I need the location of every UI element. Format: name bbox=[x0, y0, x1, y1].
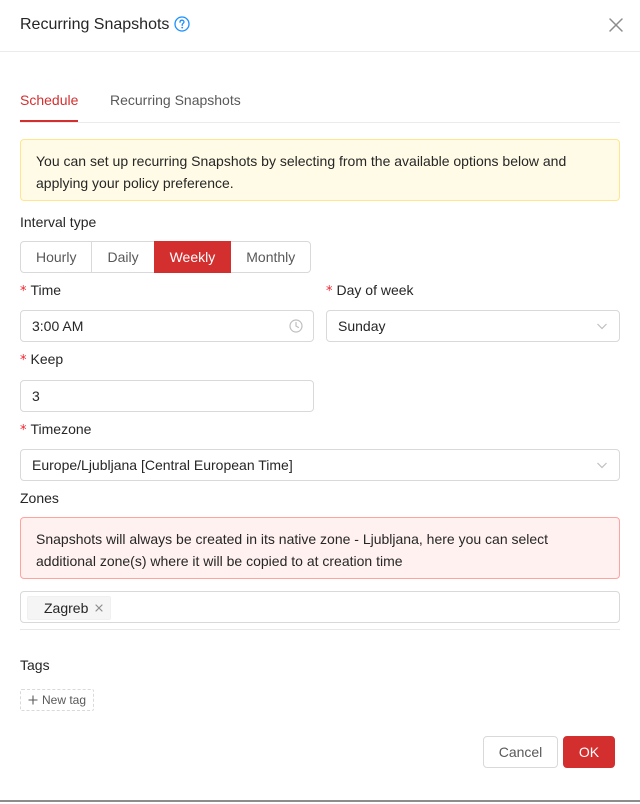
day-of-week-label-text: Day of week bbox=[336, 282, 414, 298]
keep-label bbox=[20, 351, 63, 369]
time-picker[interactable] bbox=[20, 310, 314, 342]
tab-schedule[interactable]: Schedule bbox=[20, 92, 79, 108]
time-label-text: Time bbox=[30, 282, 62, 298]
keep-input[interactable] bbox=[20, 380, 314, 412]
info-alert: You can set up recurring Snapshots by selecting from the available options below and applying your policy preference. bbox=[20, 139, 620, 201]
new-tag-label: New tag bbox=[42, 693, 87, 707]
clock-icon bbox=[289, 319, 303, 333]
interval-type-selector bbox=[20, 241, 311, 273]
cancel-button[interactable]: Cancel bbox=[483, 736, 558, 768]
timezone-select[interactable] bbox=[20, 449, 620, 481]
ok-button[interactable]: OK bbox=[563, 736, 615, 768]
interval-weekly-button[interactable]: Weekly bbox=[154, 241, 232, 273]
zones-select[interactable] bbox=[20, 591, 620, 623]
zone-tag-label: Zagreb bbox=[44, 600, 89, 616]
new-tag-button[interactable] bbox=[20, 689, 94, 711]
day-of-week-label bbox=[326, 282, 414, 300]
tab-bar bbox=[20, 82, 620, 123]
timezone-label bbox=[20, 421, 91, 439]
required-marker: * bbox=[326, 284, 333, 299]
interval-daily-button[interactable]: Daily bbox=[91, 241, 154, 273]
interval-type-label: Interval type bbox=[20, 214, 97, 230]
dialog-title: Recurring Snapshots bbox=[20, 16, 170, 33]
chevron-down-icon bbox=[595, 458, 609, 472]
day-of-week-select[interactable] bbox=[326, 310, 620, 342]
required-marker: * bbox=[20, 423, 27, 438]
tab-recurring-snapshots[interactable]: Recurring Snapshots bbox=[110, 92, 241, 108]
required-marker: * bbox=[20, 284, 27, 299]
tags-label: Tags bbox=[20, 657, 50, 673]
time-label bbox=[20, 282, 61, 300]
dialog-header bbox=[0, 0, 640, 52]
question-circle-icon[interactable] bbox=[174, 16, 190, 32]
zones-label: Zones bbox=[20, 490, 59, 506]
required-marker: * bbox=[20, 353, 27, 368]
interval-monthly-button[interactable]: Monthly bbox=[230, 241, 311, 273]
zone-tag-zagreb bbox=[27, 596, 111, 620]
keep-value: 3 bbox=[32, 388, 40, 404]
plus-icon bbox=[28, 695, 38, 705]
interval-hourly-button[interactable]: Hourly bbox=[20, 241, 92, 273]
zones-alert: Snapshots will always be created in its native zone - Ljubljana, here you can select additional zone(s) where it will be copied to at creation time bbox=[20, 517, 620, 579]
day-of-week-value: Sunday bbox=[338, 318, 386, 334]
timezone-value: Europe/Ljubljana [Central European Time] bbox=[32, 457, 293, 473]
timezone-label-text: Timezone bbox=[30, 421, 92, 437]
chevron-down-icon bbox=[595, 319, 609, 333]
close-icon[interactable] bbox=[608, 17, 624, 33]
active-tab-indicator bbox=[20, 120, 78, 122]
time-value: 3:00 AM bbox=[32, 318, 84, 334]
remove-zone-icon[interactable] bbox=[94, 603, 104, 613]
section-divider bbox=[20, 629, 620, 630]
keep-label-text: Keep bbox=[30, 351, 64, 367]
